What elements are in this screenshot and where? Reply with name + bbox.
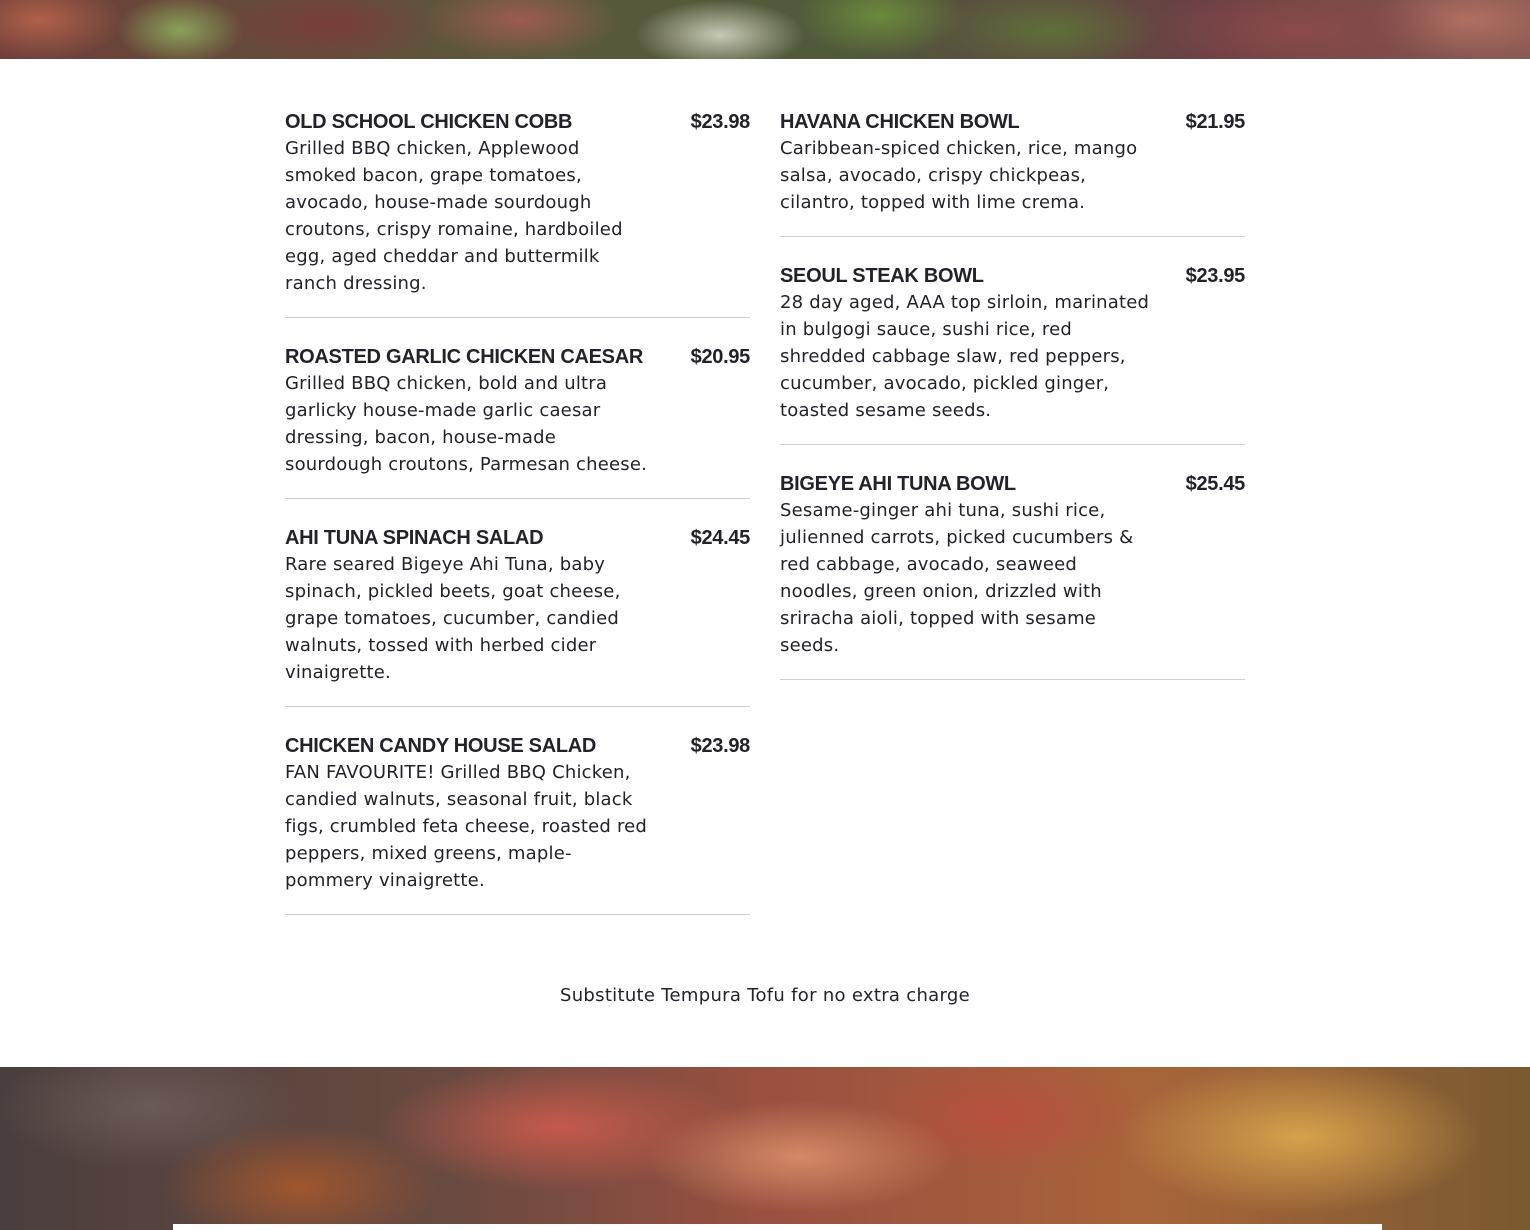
menu-item: [780, 103, 1245, 237]
menu-column-left: [285, 103, 750, 935]
item-price: $23.98: [690, 735, 750, 757]
item-name: HAVANA CHICKEN BOWL: [780, 111, 1020, 133]
item-description: 28 day aged, AAA top sirloin, marinated in bulgogi sauce, sushi rice, red shredded cabbage slaw, red peppers, cucumber, avocado, pickled ginger, toasted sesame seeds.: [780, 292, 1150, 421]
item-description: Rare seared Bigeye Ahi Tuna, baby spinach, pickled beets, goat cheese, grape tomatoes, cucumber, candied walnuts, tossed with herbed cider vinaigrette.: [285, 554, 621, 683]
item-price: $23.98: [690, 111, 750, 133]
item-name: OLD SCHOOL CHICKEN COBB: [285, 111, 573, 133]
item-description: Sesame-ginger ahi tuna, sushi rice, julienned carrots, picked cucumbers & red cabbage, avocado, seaweed noodles, green onion, drizzled with sriracha aioli, topped with sesame seeds.: [780, 500, 1134, 656]
item-name: BIGEYE AHI TUNA BOWL: [780, 473, 1016, 495]
content-card-edge: [173, 1224, 1382, 1230]
hero-image-salad: [0, 0, 1530, 59]
menu-item: [285, 338, 750, 499]
substitution-note: Substitute Tempura Tofu for no extra charge: [559, 985, 971, 1006]
menu-item: [285, 519, 750, 707]
item-price: $21.95: [1185, 111, 1245, 133]
item-name: ROASTED GARLIC CHICKEN CAESAR: [285, 346, 643, 368]
item-description: Grilled BBQ chicken, Applewood smoked bacon, grape tomatoes, avocado, house-made sourdough croutons, crispy romaine, hardboiled egg, aged cheddar and buttermilk ranch dressing.: [285, 138, 623, 294]
item-description: FAN FAVOURITE! Grilled BBQ Chicken, candied walnuts, seasonal fruit, black figs, crumbled feta cheese, roasted red peppers, mixed greens, maple-pommery vinaigrette.: [285, 762, 648, 891]
item-name: CHICKEN CANDY HOUSE SALAD: [285, 735, 597, 757]
menu-item: [780, 257, 1245, 445]
item-price: $20.95: [690, 346, 750, 368]
item-description: Grilled BBQ chicken, bold and ultra garlicky house-made garlic caesar dressing, bacon, house-made sourdough croutons, Parmesan cheese.: [285, 373, 648, 475]
menu-column-right: [780, 103, 1245, 700]
item-name: SEOUL STEAK BOWL: [780, 265, 984, 287]
hero-image-bacon: [0, 1067, 1530, 1230]
menu-item: [285, 103, 750, 318]
item-price: $23.95: [1185, 265, 1245, 287]
menu-item: [285, 727, 750, 915]
item-description: Caribbean-spiced chicken, rice, mango salsa, avocado, crispy chickpeas, cilantro, topped with lime crema.: [780, 138, 1138, 213]
item-price: $25.45: [1185, 473, 1245, 495]
item-price: $24.45: [690, 527, 750, 549]
menu-item: [780, 465, 1245, 680]
item-name: AHI TUNA SPINACH SALAD: [285, 527, 544, 549]
